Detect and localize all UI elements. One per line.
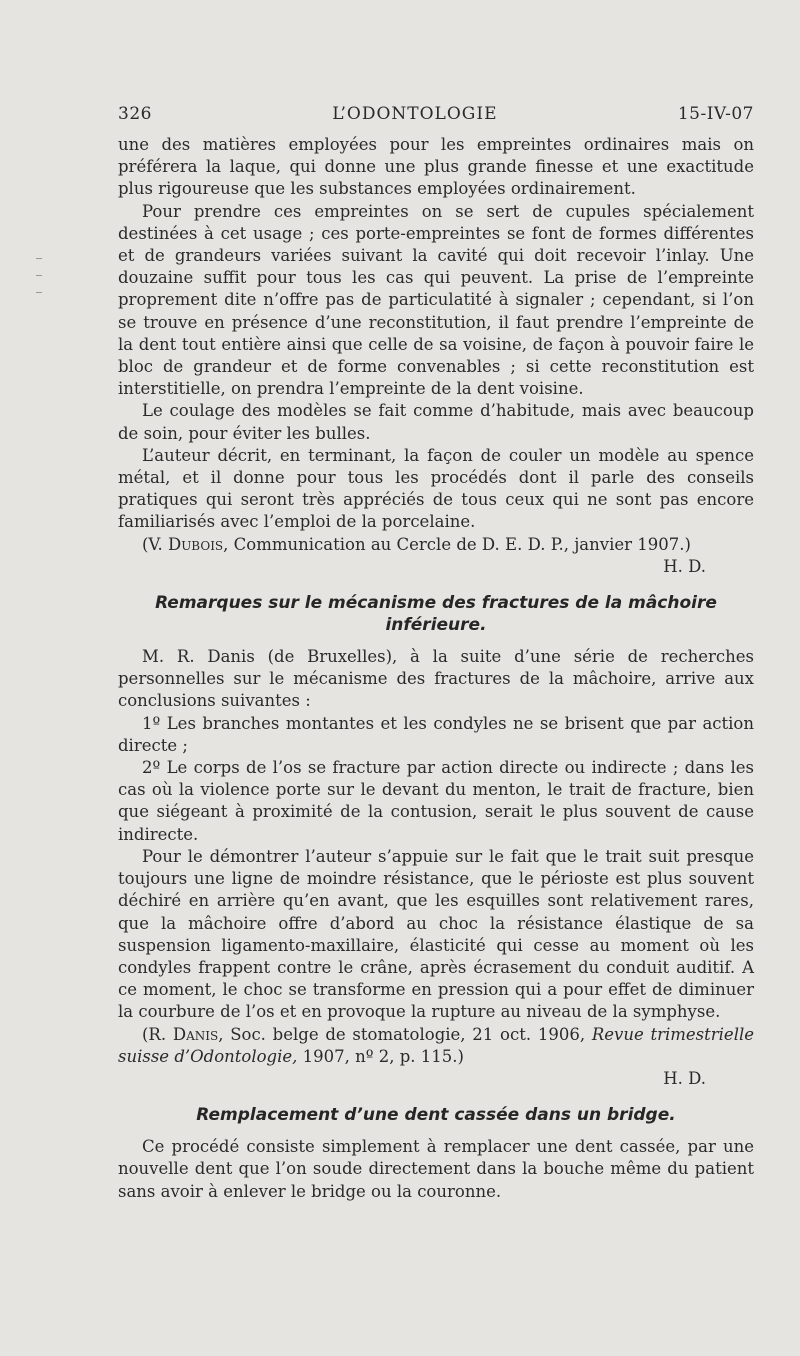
reference xyxy=(118,534,754,556)
reference-author: Dubois xyxy=(167,534,224,554)
reference xyxy=(118,1024,754,1068)
running-header xyxy=(118,104,754,124)
page-number: 326 xyxy=(118,104,152,124)
section-bridge xyxy=(118,1136,754,1203)
reference-journal: Revue trimestrielle suisse d’Odontologie, xyxy=(118,1024,755,1066)
paragraph: Ce procédé consiste simplement à remplacer une dent cassée, par une nouvelle dent que l’on soude directement dans la bouche même du patient sans avoir à enlever le bridge ou la couronne. xyxy=(118,1137,754,1201)
reference-rest: 1907, nº 2, p. 115.) xyxy=(297,1046,464,1066)
page-content xyxy=(118,104,754,1203)
journal-title: L’ODONTOLOGIE xyxy=(332,104,498,124)
signature: H. D. xyxy=(663,1068,706,1088)
issue-date: 15-IV-07 xyxy=(677,104,754,124)
section-fractures xyxy=(118,646,754,1090)
margin-marks xyxy=(36,258,40,318)
paragraph: M. R. Danis (de Bruxelles), à la suite d’une série de recherches personnelles sur le mécanisme des fractures de la mâchoire, arrive aux conclusions suivantes : xyxy=(118,647,754,711)
section-title-bridge: Remplacement d’une dent cassée dans un bridge. xyxy=(196,1105,676,1126)
paragraph: Pour prendre ces empreintes on se sert de cupules spécialement destinées à cet usage ; ces porte-empreintes se font de formes différentes et de grandeurs variées suivant la cavité qui doit recevoir l’inlay. Une douzaine suffit pour tous les cas qui peuvent. La prise de l’empreinte proprement dite n’offre pas de particulatité à signaler ; cependant, si l’on se trouve en présence d’une reconstitution, il faut prendre l’empreinte de la dent tout entière ainsi que celle de sa voisine, de façon à pouvoir faire le bloc de grandeur et de forme convenables ; si cette reconstitution est interstitielle, on prendra l’empreinte de la dent voisine. xyxy=(118,201,754,399)
paragraph: Le coulage des modèles se fait comme d’habitude, mais avec beaucoup de soin, pour éviter les bulles. xyxy=(118,401,754,443)
paragraph: L’auteur décrit, en terminant, la façon de couler un modèle au spence métal, et il donne pour tous les procédés dont il parle des conseils pratiques qui seront très appréciés de tous ceux qui ne sont pas encore familiarisés avec l’emploi de la porcelaine. xyxy=(118,445,754,532)
reference-prefix: (R. xyxy=(142,1024,173,1044)
reference-mid: , Soc. belge de stomatologie, 21 oct. 1906, xyxy=(218,1024,592,1044)
paragraph: 2º Le corps de l’os se fracture par action directe ou indirecte ; dans les cas où la violence porte sur le devant du menton, le trait de fracture, bien que siégeant à proximité de la contusion, serait le plus souvent de cause indirecte. xyxy=(118,758,754,844)
reference-author: Danis xyxy=(172,1024,219,1044)
section-title-fractures: Remarques sur le mécanisme des fractures de la mâchoire inférieure. xyxy=(155,593,717,636)
paragraph: 1º Les branches montantes et les condyles ne se brisent que par action directe ; xyxy=(118,713,754,755)
signature: H. D. xyxy=(663,556,706,576)
section-inlay-continued xyxy=(118,134,754,578)
paragraph: Pour le démontrer l’auteur s’appuie sur le fait que le trait suit presque toujours une ligne de moindre résistance, que le périoste est plus souvent déchiré en arrière qu’en avant, que les esquilles sont relativement rares, que la mâchoire offre d’abord au choc la résistance élastique de sa suspension ligamento-maxillaire, élasticité qui cesse au moment où les condyles frappent contre le crâne, après écrasement du conduit auditif. A ce moment, le choc se transforme en pression qui a pour effet de diminuer la courbure de l’os et en provoque la rupture au niveau de la symphyse. xyxy=(118,846,754,1022)
reference-prefix: (V. xyxy=(142,534,168,554)
reference-rest: , Communication au Cercle de D. E. D. P., janvier 1907.) xyxy=(223,534,691,554)
paragraph: une des matières employées pour les empreintes ordinaires mais on préférera la laque, qui donne une plus grande finesse et une exactitude plus rigoureuse que les substances employées ordinairement. xyxy=(118,135,754,199)
